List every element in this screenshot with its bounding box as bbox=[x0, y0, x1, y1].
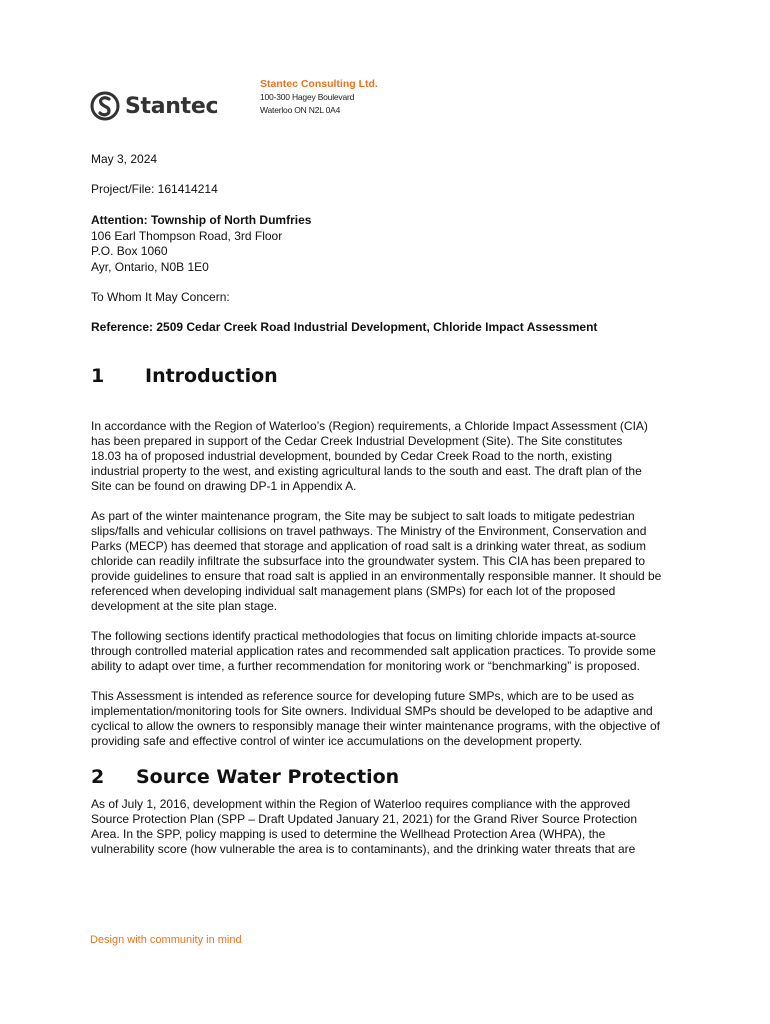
text-line: As part of the winter maintenance program, the Site may be subject to salt loads to mitigate pedestrian bbox=[91, 509, 635, 523]
text-line: provide guidelines to ensure that road salt is applied in an environmentally responsible manner. It should be bbox=[91, 569, 662, 583]
section-number: 1 bbox=[91, 365, 105, 387]
text-line: implementation/monitoring tools for Site owners. Individual SMPs should be developed to be adaptive and bbox=[91, 704, 653, 718]
text-line: As of July 1, 2016, development within the Region of Waterloo requires compliance with the approved bbox=[91, 797, 631, 811]
stantec-logo-icon bbox=[90, 90, 120, 122]
logo-text: Stantec bbox=[125, 93, 219, 119]
text-line: cyclical to allow the owners to responsibly manage their winter maintenance programs, with the objective of bbox=[91, 719, 660, 733]
paragraph bbox=[91, 797, 691, 857]
text-line: Site can be found on drawing DP-1 in Appendix A. bbox=[91, 479, 357, 493]
text-line: vulnerability score (how vulnerable the area is to contaminants), and the drinking water threats that are bbox=[91, 842, 636, 856]
text-line: providing safe and effective control of winter ice accumulations on the development property. bbox=[91, 734, 583, 748]
company-address-line: Waterloo ON N2L 0A4 bbox=[260, 105, 341, 115]
company-name: Stantec Consulting Ltd. bbox=[260, 78, 378, 90]
attention-line: Attention: Township of North Dumfries bbox=[91, 213, 312, 227]
text-line: 18.03 ha of proposed industrial development, bounded by Cedar Creek Road to the north, existing bbox=[91, 449, 613, 463]
text-line: The following sections identify practical methodologies that focus on limiting chloride impacts at-source bbox=[91, 629, 636, 643]
section-number: 2 bbox=[91, 766, 105, 788]
text-line: ability to adapt over time, a further recommendation for monitoring work or “benchmarking” is proposed. bbox=[91, 659, 640, 673]
text-line: has been prepared in support of the Cedar Creek Industrial Development (Site). The Site constitutes bbox=[91, 434, 623, 448]
text-line: industrial property to the west, and existing agricultural lands to the south and east. The draft plan of the bbox=[91, 464, 642, 478]
company-address-line: 100-300 Hagey Boulevard bbox=[260, 92, 355, 102]
project-file: Project/File: 161414214 bbox=[91, 182, 218, 196]
salutation: To Whom It May Concern: bbox=[91, 290, 230, 304]
company-block bbox=[260, 78, 378, 117]
section-heading bbox=[91, 365, 278, 387]
footer-tagline: Design with community in mind bbox=[90, 934, 242, 946]
stantec-logo bbox=[90, 90, 218, 122]
recipient-address-line: Ayr, Ontario, N0B 1E0 bbox=[91, 259, 209, 274]
text-line: Source Protection Plan (SPP – Draft Updated January 21, 2021) for the Grand River Source Protection bbox=[91, 812, 638, 826]
recipient-address-line: P.O. Box 1060 bbox=[91, 244, 168, 258]
section-title: Introduction bbox=[145, 365, 278, 387]
text-line: development at the site plan stage. bbox=[91, 599, 278, 613]
paragraph bbox=[91, 689, 691, 749]
paragraph bbox=[91, 509, 691, 614]
recipient-address-line: 106 Earl Thompson Road, 3rd Floor bbox=[91, 228, 283, 243]
text-line: In accordance with the Region of Waterloo’s (Region) requirements, a Chloride Impact Assessment (CIA) bbox=[91, 419, 648, 433]
text-line: Area. In the SPP, policy mapping is used to determine the Wellhead Protection Area (WHPA), the bbox=[91, 827, 606, 841]
text-line: referenced when developing individual salt management plans (SMPs) for each lot of the proposed bbox=[91, 584, 616, 598]
text-line: Parks (MECP) has deemed that storage and application of road salt is a drinking water threat, as sodium bbox=[91, 539, 646, 553]
letter-date: May 3, 2024 bbox=[91, 152, 158, 166]
reference-line: Reference: 2509 Cedar Creek Road Industrial Development, Chloride Impact Assessment bbox=[91, 320, 598, 334]
text-line: through controlled material application rates and recommended salt application practices. To provide some bbox=[91, 644, 656, 658]
text-line: This Assessment is intended as reference source for developing future SMPs, which are to be used as bbox=[91, 689, 634, 703]
text-line: slips/falls and vehicular collisions on travel pathways. The Ministry of the Environment, Conservation and bbox=[91, 524, 647, 538]
paragraph bbox=[91, 419, 691, 494]
paragraph bbox=[91, 629, 691, 674]
section-title: Source Water Protection bbox=[136, 766, 400, 788]
recipient-block bbox=[91, 213, 311, 275]
section-heading bbox=[91, 766, 399, 788]
text-line: chloride can readily infiltrate the subsurface into the groundwater system. This CIA has been prepared to bbox=[91, 554, 646, 568]
